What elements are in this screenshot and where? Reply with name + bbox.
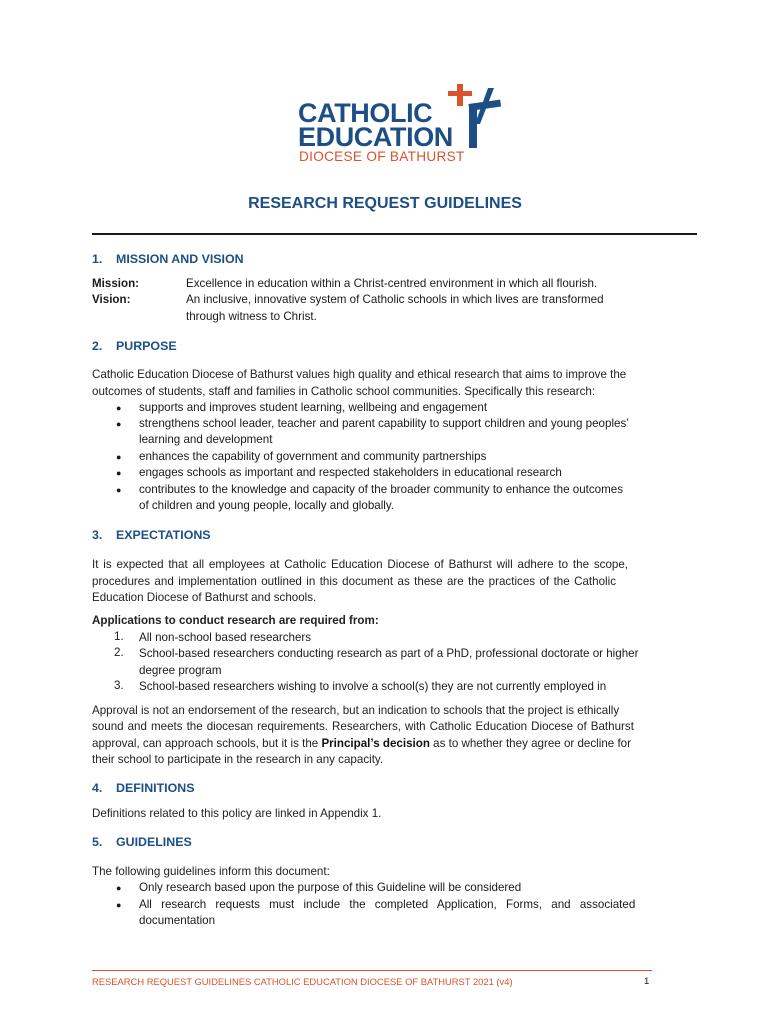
footer-text: RESEARCH REQUEST GUIDELINES CATHOLIC EDUCATION DIOCESE OF BATHURST 2021 (v4) [92,976,513,987]
section-number: 5. [92,835,103,849]
section-number: 1. [92,252,103,266]
approval-line-1: Approval is not an endorsement of the research, but an indication to schools that the project is ethically [92,704,620,717]
applications-list-item: School-based researchers wishing to involve a school(s) they are not currently employed in [139,680,607,693]
purpose-bullet-continuation: of children and young people, locally and globally. [139,499,395,512]
applications-list-item: All non-school based researchers [139,631,312,644]
guidelines-intro: The following guidelines inform this document: [92,865,330,878]
purpose-bullet: strengthens school leader, teacher and parent capability to support children and young peoples’ [139,417,629,430]
vision-text-line-1: An inclusive, innovative system of Catholic schools in which lives are transformed [186,293,604,306]
page-number: 1 [644,976,650,987]
applications-heading: Applications to conduct research are required from: [92,614,379,627]
bullet-icon: ● [116,883,122,893]
approval-text: as to whether they agree or decline for [429,737,631,750]
purpose-bullet: enhances the capability of government and community partnerships [139,450,487,463]
expectations-para-line-3: Education Diocese of Bathurst and schools. [92,591,317,604]
approval-line-4: their school to participate in the research in any capacity. [92,753,384,766]
applications-list-item: School-based researchers conducting research as part of a PhD, professional doctorate or higher [139,647,639,660]
definitions-text: Definitions related to this policy are linked in Appendix 1. [92,807,382,820]
purpose-bullet: contributes to the knowledge and capacity of the broader community to enhance the outcomes [139,483,624,496]
mission-text: Excellence in education within a Christ-centred environment in which all flourish. [186,277,598,290]
vision-text-line-2: through witness to Christ. [186,310,317,323]
section-title: DEFINITIONS [116,781,195,795]
bullet-icon: ● [116,452,122,462]
title-divider [92,233,697,235]
logo-line-catholic: CATHOLIC [298,98,433,128]
purpose-bullet: supports and improves student learning, wellbeing and engagement [139,401,488,414]
bullet-icon: ● [116,419,122,429]
cross-icon [448,84,504,148]
guidelines-bullet: Only research based upon the purpose of this Guideline will be considered [139,881,522,894]
purpose-intro-line-2: outcomes of students, staff and families in Catholic school communities. Specifically this research: [92,385,596,398]
expectations-para-line-2: procedures and implementation outlined in this document as these are the practices of the Catholic [92,575,616,588]
bullet-icon: ● [116,403,122,413]
section-title: MISSION AND VISION [116,252,244,266]
section-title: PURPOSE [116,339,177,353]
applications-list-item-continuation: degree program [139,664,222,677]
bullet-icon: ● [116,900,122,910]
approval-line-3 [92,736,697,753]
section-number: 3. [92,528,103,542]
bullet-icon: ● [116,485,122,495]
section-title: EXPECTATIONS [116,528,211,542]
expectations-para-line-1: It is expected that all employees at Catholic Education Diocese of Bathurst will adhere to the scope, [92,558,629,571]
section-heading-guidelines [92,835,192,849]
list-number: 3. [114,679,124,692]
purpose-bullet: engages schools as important and respected stakeholders in educational research [139,466,562,479]
section-heading-mission [92,252,244,266]
guidelines-bullet: All research requests must include the completed Application, Forms, and associated [139,898,636,911]
guidelines-bullet-continuation: documentation [139,914,216,927]
list-number: 2. [114,646,124,659]
section-number: 4. [92,781,103,795]
principals-decision-emphasis: Principal’s decision [321,737,430,750]
section-heading-purpose [92,339,177,353]
approval-text: approval, can approach schools, but it is the [92,737,322,750]
logo-line-diocese: DIOCESE OF BATHURST [299,149,465,164]
footer-divider [92,970,652,971]
approval-line-2: sound and meets the diocesan requirements. Researchers, with Catholic Education Diocese of Bathurst [92,720,634,733]
purpose-bullet-continuation: learning and development [139,433,273,446]
logo-line-education: EDUCATION [298,122,453,152]
section-number: 2. [92,339,103,353]
list-number: 1. [114,630,124,643]
bullet-icon: ● [116,468,122,478]
mission-label: Mission: [92,277,140,290]
document-title: RESEARCH REQUEST GUIDELINES [248,195,522,212]
purpose-intro-line-1: Catholic Education Diocese of Bathurst values high quality and ethical research that aims to improve the [92,368,627,381]
section-heading-expectations [92,528,211,542]
section-title: GUIDELINES [116,835,192,849]
vision-label: Vision: [92,293,131,306]
catholic-education-logo [298,84,508,168]
section-heading-definitions [92,781,194,795]
